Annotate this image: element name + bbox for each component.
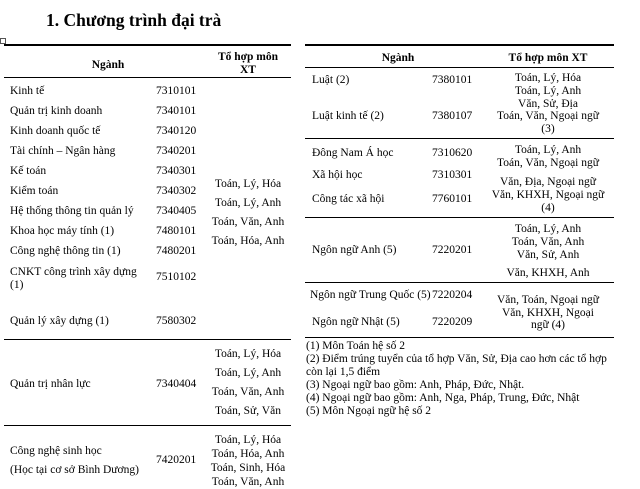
footnote: còn lại 1,5 điểm [306, 366, 381, 378]
combo-item: Toán, Hóa, Anh [211, 235, 285, 247]
header-rule [305, 67, 614, 68]
major-name: Quản trị nhân lực [10, 378, 91, 390]
major-code: 7340101 [156, 105, 197, 117]
major-name: Ngôn ngữ Anh (5) [312, 244, 397, 256]
major-code: 7380101 [432, 74, 473, 86]
group-rule [4, 339, 291, 340]
combo-item: Toán, Văn, Anh [211, 386, 285, 398]
combo-item: Văn, KHXH, Ngoại [502, 307, 594, 319]
major-name: Quản lý xây dựng (1) [10, 315, 109, 327]
combo-item: Toán, Văn, Anh [211, 476, 285, 488]
combo-item: Toán, Văn, Ngoại ngữ [497, 157, 599, 169]
footnote: (1) Môn Toán hệ số 2 [306, 340, 405, 352]
left-header-combo: Tổ hợp môn XT [217, 51, 279, 76]
combo-item: ngữ (4) [530, 319, 566, 331]
major-name: Kế toán [10, 165, 47, 177]
combo-item: Toán, Hóa, Anh [211, 448, 285, 460]
header-rule [4, 77, 291, 78]
footnote: (5) Môn Ngoại ngữ hệ số 2 [306, 405, 432, 417]
table-bottom-rule [305, 337, 614, 338]
major-code: 7310620 [432, 147, 473, 159]
combo-item: Toán, Lý, Hóa [214, 178, 282, 190]
major-code: 7340201 [156, 145, 197, 157]
major-code: 7420201 [156, 454, 197, 466]
major-code: 7340302 [156, 185, 197, 197]
combo-item: Toán, Văn, Anh [511, 236, 585, 248]
major-name: Công nghệ sinh học [10, 445, 102, 457]
combo-item: Toán, Sinh, Hóa [210, 462, 286, 474]
combo-item: Toán, Lý, Hóa [514, 72, 582, 84]
combo-item: Toán, Lý, Anh [514, 85, 582, 97]
group-rule [305, 138, 614, 139]
combo-item: Toán, Lý, Hóa [214, 434, 282, 446]
major-code: 7340301 [156, 165, 197, 177]
combo-item: Toán, Lý, Hóa [214, 348, 282, 360]
right-header-major: Ngành [381, 52, 415, 64]
major-code: 7220201 [432, 244, 473, 256]
major-name: Luật kinh tế (2) [312, 110, 384, 122]
combo-item: (4) [541, 202, 555, 214]
combo-item: Toán, Sử, Văn [215, 405, 281, 417]
combo-item: Toán, Lý, Anh [514, 144, 582, 156]
major-name: Kinh tế [10, 85, 45, 97]
combo-item: Văn, KHXH, Anh [506, 267, 590, 279]
major-name-note: (Học tại cơ sở Bình Dương) [10, 464, 139, 476]
major-name: Đông Nam Á học [312, 147, 394, 159]
major-name: Khoa học máy tính (1) [10, 225, 115, 237]
footnote: (4) Ngoại ngữ bao gồm: Anh, Nga, Pháp, Trung, Đức, Nhật [306, 392, 580, 404]
major-code: 7220204 [432, 289, 473, 301]
major-name: Hệ thống thông tin quản lý [10, 205, 134, 217]
major-name: Quản trị kinh doanh [10, 105, 103, 117]
footnote: (3) Ngoại ngữ bao gồm: Anh, Pháp, Đức, Nhật. [306, 379, 525, 391]
combo-item: Văn, Sử, Anh [516, 249, 580, 261]
major-name: Kiểm toán [10, 185, 59, 197]
table-top-rule [305, 44, 614, 46]
group-rule [305, 282, 614, 283]
combo-item: (3) [541, 123, 555, 135]
combo-item: Toán, Lý, Anh [214, 197, 282, 209]
major-name: Xã hội học [312, 169, 363, 181]
combo-item: Văn, Địa, Ngoại ngữ [500, 176, 596, 188]
major-name: Tài chính – Ngân hàng [10, 145, 116, 157]
footnote: (2) Điểm trúng tuyển của tổ hợp Văn, Sử, Địa cao hơn các tổ hợp [306, 353, 607, 365]
combo-item: Toán, Văn, Anh [211, 216, 285, 228]
combo-item: Toán, Lý, Anh [214, 367, 282, 379]
major-code: 7580302 [156, 315, 197, 327]
major-code: 7340405 [156, 205, 197, 217]
left-header-major: Ngành [91, 59, 125, 71]
major-name: Công tác xã hội [312, 193, 385, 205]
major-name: Luật (2) [312, 74, 350, 86]
major-code: 7310301 [432, 169, 473, 181]
major-code: 7510102 [156, 271, 197, 283]
combo-item: Văn, Sử, Địa [518, 98, 578, 110]
major-name: Công nghệ thông tin (1) [10, 245, 121, 257]
combo-item: Văn, KHXH, Ngoại ngữ [491, 189, 605, 201]
combo-item: Toán, Văn, Ngoại ngữ [497, 110, 599, 122]
table-top-rule [4, 44, 291, 46]
major-code: 7340120 [156, 125, 197, 137]
major-code: 7220209 [432, 316, 473, 328]
major-code: 7380107 [432, 110, 473, 122]
major-code: 7480101 [156, 225, 197, 237]
major-name: Kinh doanh quốc tế [10, 125, 101, 137]
major-name: CNKT công trình xây dựng (1) [10, 266, 137, 291]
major-name: Ngôn ngữ Trung Quốc (5) [310, 289, 431, 301]
group-rule [4, 425, 291, 426]
major-code: 7310101 [156, 85, 197, 97]
major-code: 7340404 [156, 378, 197, 390]
major-code: 7760101 [432, 193, 473, 205]
major-code: 7480201 [156, 245, 197, 257]
combo-item: Văn, Toán, Ngoại ngữ [497, 294, 599, 306]
right-header-combo: Tổ hợp môn XT [508, 52, 588, 64]
group-rule [305, 217, 614, 218]
page-title: 1. Chương trình đại trà [46, 10, 222, 30]
combo-item: Toán, Lý, Anh [514, 223, 582, 235]
major-name: Ngôn ngữ Nhật (5) [312, 316, 400, 328]
